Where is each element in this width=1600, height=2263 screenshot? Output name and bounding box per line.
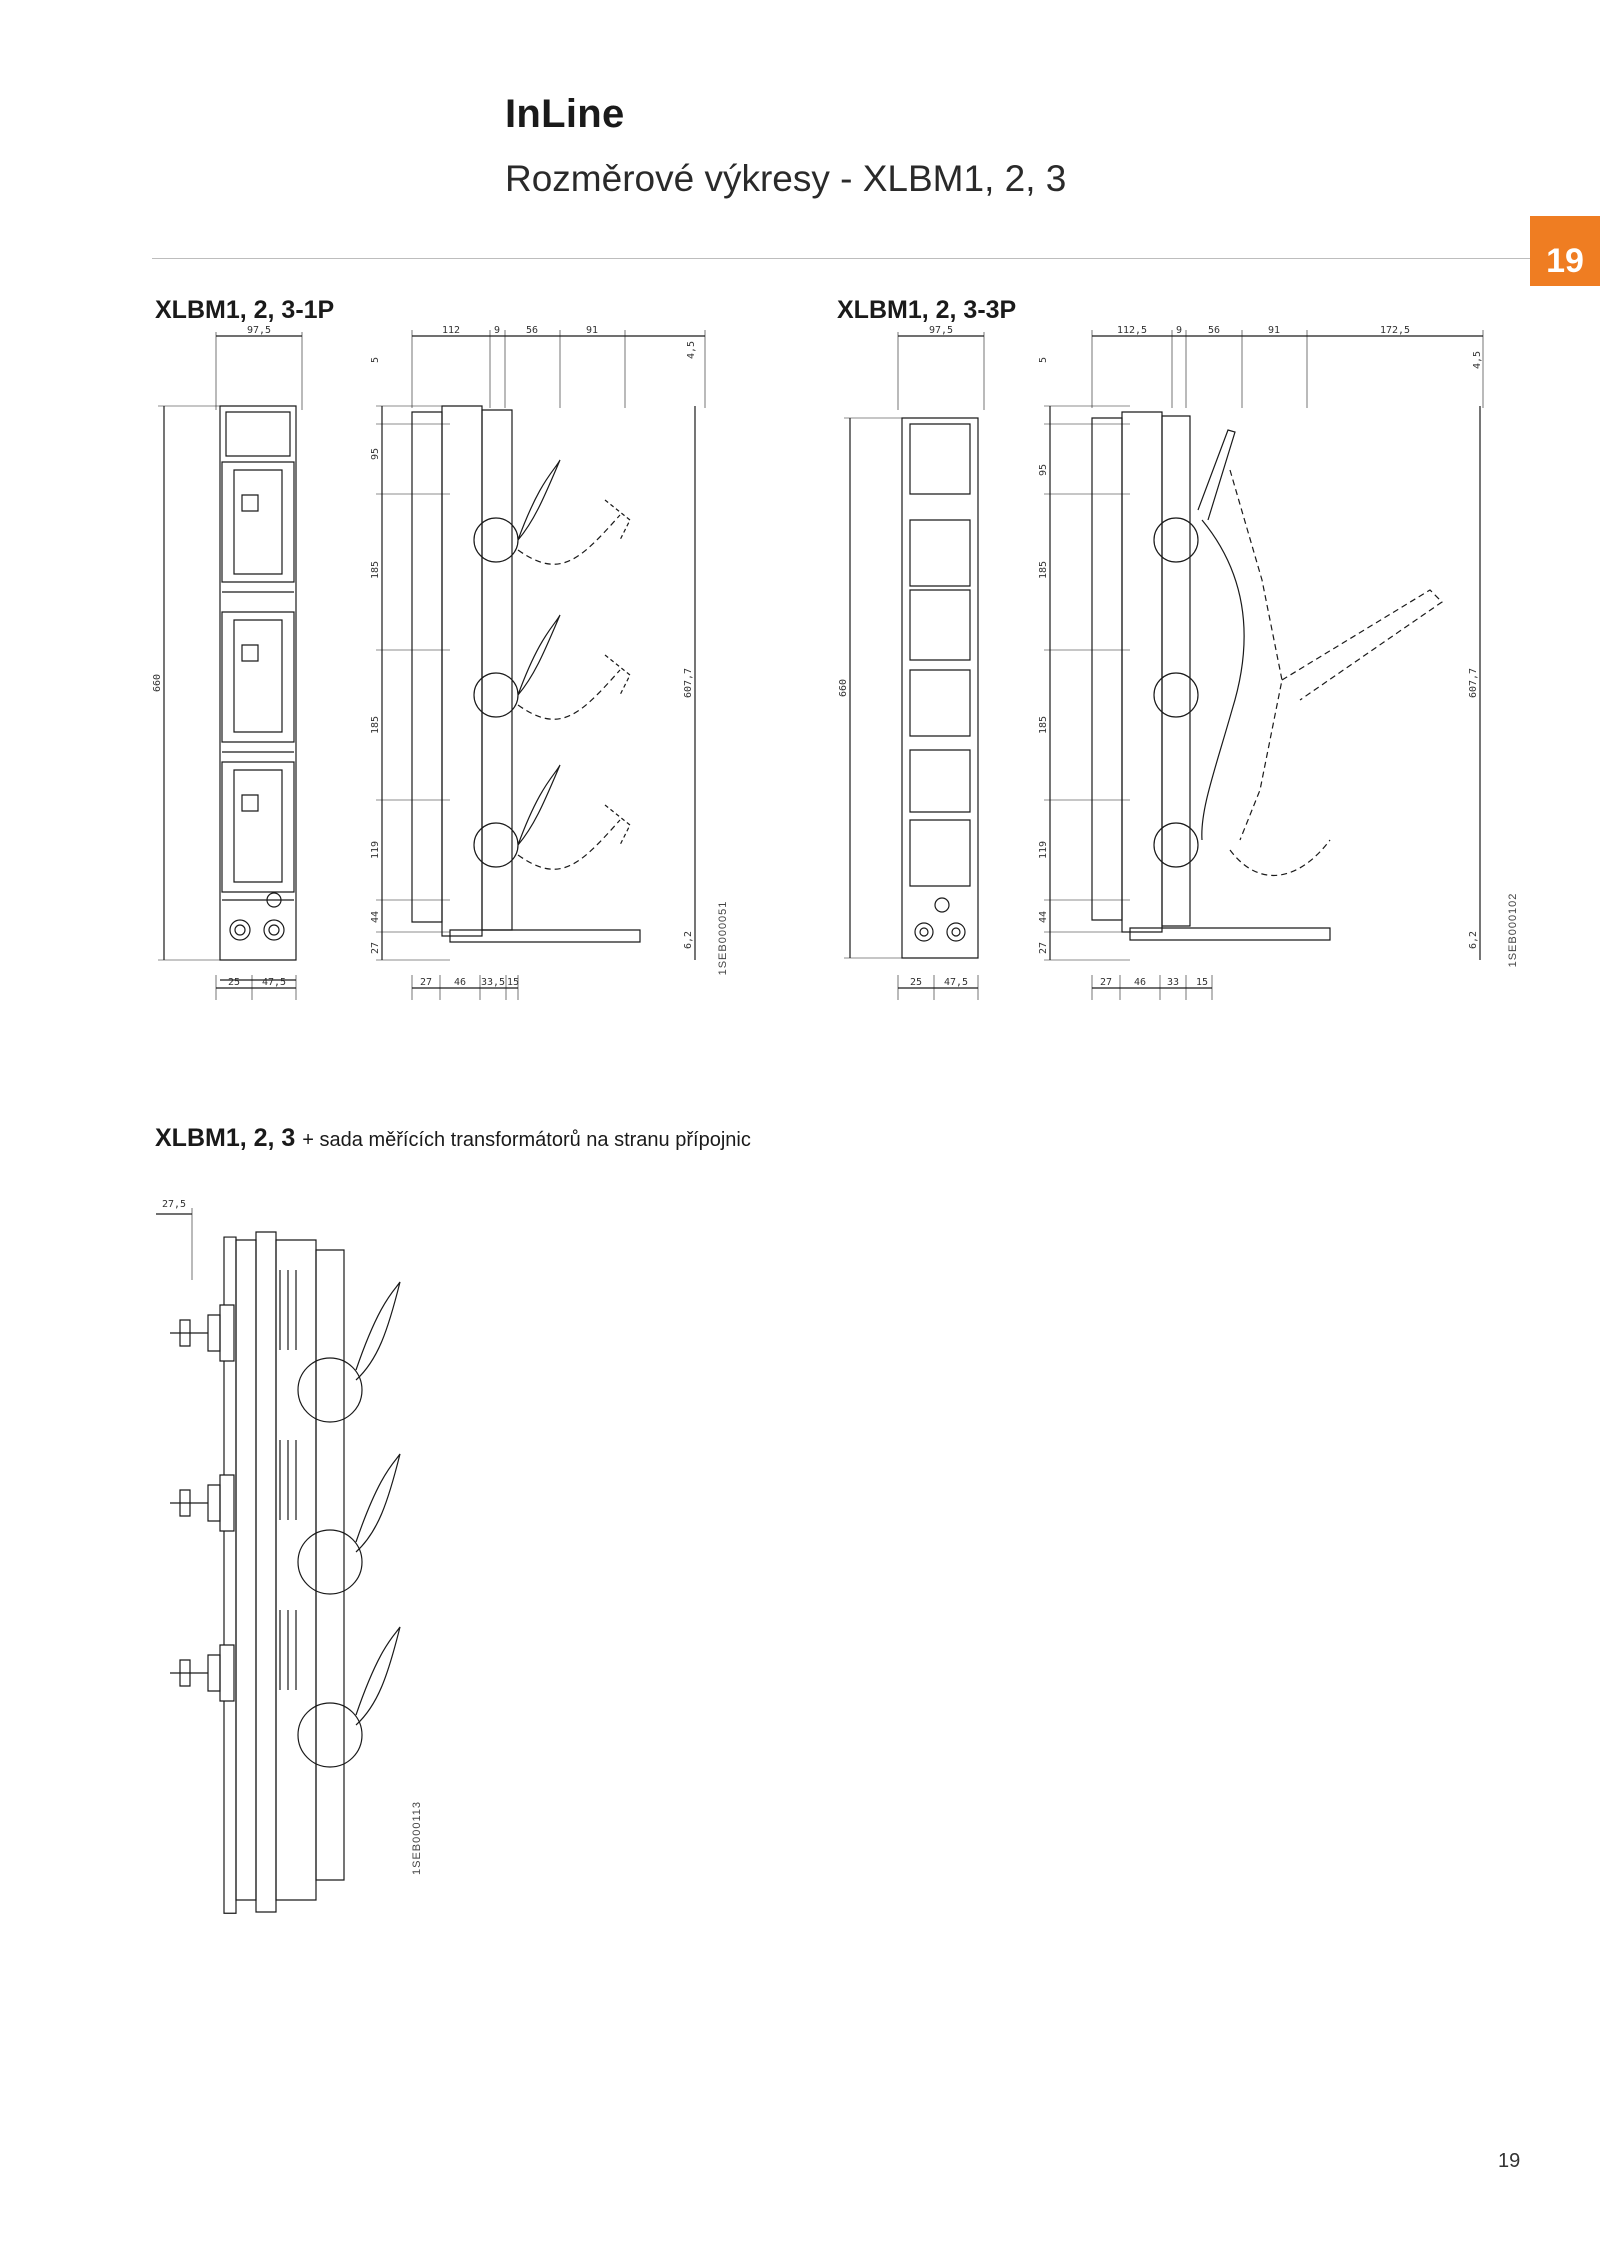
dim-1p-side-left-3: 185 [370, 715, 381, 735]
dim-1p-side-left-1: 95 [370, 447, 381, 461]
dim-3p-side-top-2: 56 [1207, 325, 1221, 336]
dim-3p-side-top-3: 91 [1267, 325, 1281, 336]
dim-3p-front-height: 660 [838, 678, 849, 698]
dim-1p-side-right-0: 607,7 [683, 667, 694, 699]
dim-1p-side-left-4: 119 [370, 840, 381, 860]
dim-3p-side-right-1: 6,2 [1468, 930, 1479, 950]
dim-3p-side-bottom-1: 46 [1133, 977, 1147, 988]
dim-1p-side-bottom-0: 27 [419, 977, 433, 988]
dim-3p-side-left-5: 44 [1038, 910, 1049, 924]
dim-3p-side-top-0: 112,5 [1116, 325, 1148, 336]
dim-transformers-top: 27,5 [161, 1199, 187, 1210]
dim-1p-side-top-right: 4,5 [686, 340, 697, 360]
page-number: 19 [1498, 2150, 1521, 2172]
drawing-code-transformers: 1SEB000113 [411, 1800, 423, 1876]
drawing-code-1p: 1SEB000051 [717, 900, 729, 976]
section-title-transformers-sub: + sada měřících transformátorů na stranu přípojnic [302, 1129, 751, 1151]
chapter-tab: 19 [1530, 216, 1600, 286]
front-view-3p [844, 332, 984, 1000]
page-title: Rozměrové výkresy - XLBM1, 2, 3 [505, 158, 1067, 199]
dim-1p-front-top: 97,5 [246, 325, 272, 336]
drawing-transformers [150, 1190, 450, 1910]
dim-1p-side-left-5: 44 [370, 910, 381, 924]
dim-1p-side-right-1: 6,2 [683, 930, 694, 950]
side-view-3p [1044, 330, 1483, 1000]
dim-3p-side-left-0: 5 [1038, 356, 1049, 364]
dim-1p-side-top-2: 56 [525, 325, 539, 336]
dim-1p-side-top-0: 112 [441, 325, 461, 336]
dim-3p-side-top-1: 9 [1175, 325, 1183, 336]
dim-1p-side-top-3: 91 [585, 325, 599, 336]
dim-3p-side-bottom-0: 27 [1099, 977, 1113, 988]
drawing-3p [830, 320, 1530, 1010]
dim-3p-side-left-2: 185 [1038, 560, 1049, 580]
dim-1p-front-bottom-0: 25 [227, 977, 241, 988]
brand-title: InLine [505, 92, 625, 136]
dim-3p-side-bottom-3: 15 [1195, 977, 1209, 988]
dim-1p-front-bottom-1: 47,5 [261, 977, 287, 988]
dim-3p-front-bottom-0: 25 [909, 977, 923, 988]
section-title-transformers-main: XLBM1, 2, 3 [155, 1124, 296, 1152]
front-view-1p [158, 332, 302, 1000]
dim-3p-side-left-4: 119 [1038, 840, 1049, 860]
drawing-code-3p: 1SEB000102 [1507, 892, 1519, 968]
drawing-1p [150, 320, 740, 1010]
dim-1p-side-left-2: 185 [370, 560, 381, 580]
header-divider [152, 258, 1600, 259]
dim-1p-side-bottom-3: 15 [506, 977, 520, 988]
dim-3p-side-top-right: 4,5 [1472, 350, 1483, 370]
dim-3p-side-top-4: 172,5 [1379, 325, 1411, 336]
dim-1p-side-bottom-2: 33,5 [480, 977, 506, 988]
dim-1p-side-left-6: 27 [370, 941, 381, 955]
dim-3p-front-top: 97,5 [928, 325, 954, 336]
dim-3p-side-left-3: 185 [1038, 715, 1049, 735]
dim-3p-side-right-0: 607,7 [1468, 667, 1479, 699]
dim-3p-side-left-6: 27 [1038, 941, 1049, 955]
section-title-3p: XLBM1, 2, 3-3P [837, 296, 1017, 324]
dim-3p-side-bottom-2: 33 [1166, 977, 1180, 988]
section-title-transformers [155, 1124, 751, 1153]
dim-1p-side-left-0: 5 [370, 356, 381, 364]
dim-3p-side-left-1: 95 [1038, 463, 1049, 477]
dim-1p-front-height: 660 [152, 673, 163, 693]
dim-3p-front-bottom-1: 47,5 [943, 977, 969, 988]
dim-1p-side-top-1: 9 [493, 325, 501, 336]
side-view-1p [376, 330, 705, 1000]
dim-1p-side-bottom-1: 46 [453, 977, 467, 988]
section-title-1p: XLBM1, 2, 3-1P [155, 296, 335, 324]
